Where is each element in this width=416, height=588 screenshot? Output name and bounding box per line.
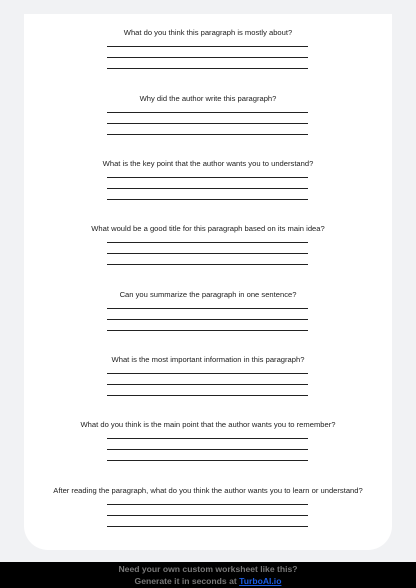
question-block-5 [24,290,392,299]
question-block-7 [24,420,392,429]
turboai-link[interactable]: TurboAI.io [239,576,282,586]
answer-line[interactable] [107,515,308,516]
answer-line[interactable] [107,112,308,113]
question-text: After reading the paragraph, what do you think the author wants you to learn or understand? [53,486,363,495]
footer-line-1: Need your own custom worksheet like this? [118,564,298,574]
question-text: Why did the author write this paragraph? [139,94,277,103]
answer-line[interactable] [107,526,308,527]
worksheet-page [24,14,392,550]
answer-line[interactable] [107,177,308,178]
footer-line-2 [0,575,416,587]
question-text: What is the most important information in this paragraph? [111,355,305,364]
answer-line[interactable] [107,68,308,69]
answer-line[interactable] [107,242,308,243]
answer-line[interactable] [107,264,308,265]
answer-line[interactable] [107,460,308,461]
question-block-4 [24,224,392,233]
answer-line[interactable] [107,134,308,135]
answer-line[interactable] [107,319,308,320]
question-text: What is the key point that the author wants you to understand? [102,159,314,168]
question-block-3 [24,159,392,168]
answer-line[interactable] [107,308,308,309]
question-text: What would be a good title for this paragraph based on its main idea? [91,224,325,233]
answer-line[interactable] [107,449,308,450]
answer-line[interactable] [107,373,308,374]
question-text: What do you think this paragraph is mostly about? [123,28,293,37]
answer-line[interactable] [107,123,308,124]
answer-line[interactable] [107,504,308,505]
answer-line[interactable] [107,57,308,58]
answer-line[interactable] [107,46,308,47]
answer-line[interactable] [107,253,308,254]
question-block-8 [24,486,392,495]
answer-line[interactable] [107,330,308,331]
question-text: Can you summarize the paragraph in one sentence? [119,290,297,299]
answer-line[interactable] [107,438,308,439]
answer-line[interactable] [107,384,308,385]
question-block-1 [24,28,392,37]
promo-footer [0,562,416,588]
answer-line[interactable] [107,199,308,200]
question-text: What do you think is the main point that the author wants you to remember? [80,420,336,429]
footer-prefix: Generate it in seconds at [134,576,240,586]
question-block-2 [24,94,392,103]
answer-line[interactable] [107,188,308,189]
question-block-6 [24,355,392,364]
answer-line[interactable] [107,395,308,396]
